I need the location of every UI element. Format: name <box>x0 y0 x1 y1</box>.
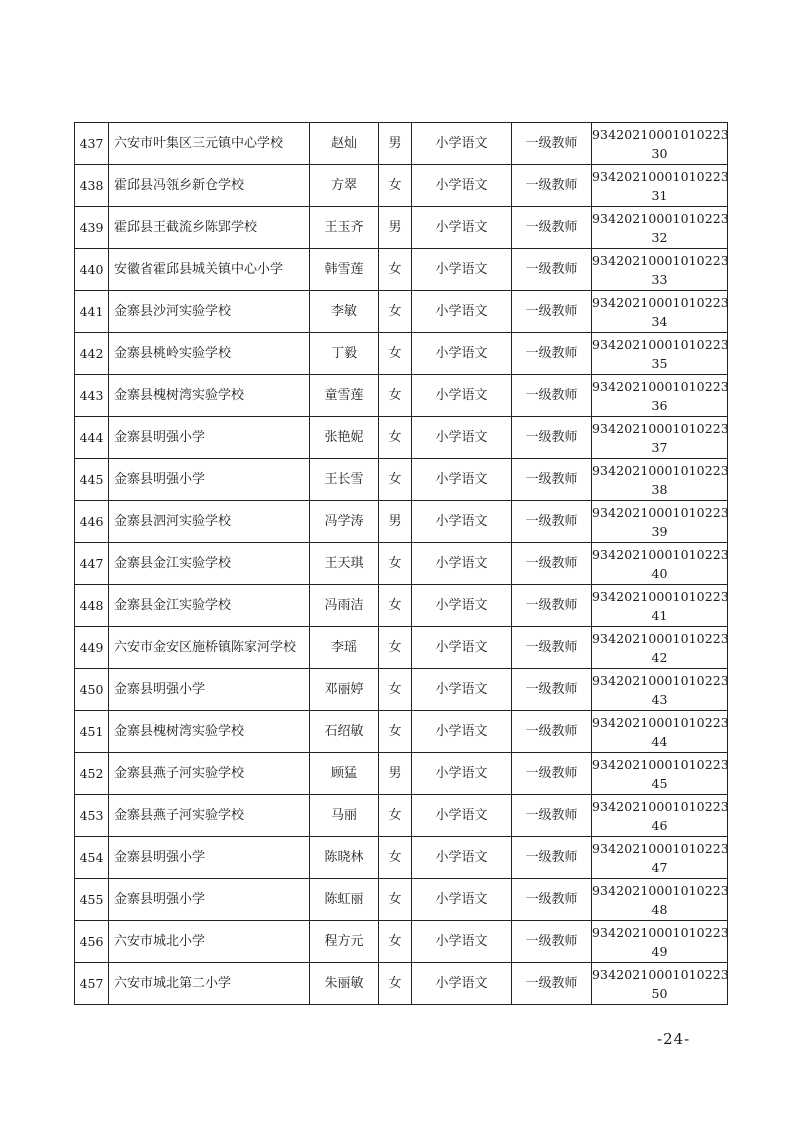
certificate-number-line1: 93420210001010223 <box>592 882 729 898</box>
certificate-number-line2: 34 <box>651 313 668 329</box>
teacher-name: 童雪莲 <box>310 375 379 417</box>
certificate-number <box>592 585 728 627</box>
subject: 小学语文 <box>412 123 512 165</box>
teacher-name: 石绍敏 <box>310 711 379 753</box>
school-name: 金寨县明强小学 <box>109 669 310 711</box>
table-row <box>75 543 728 585</box>
table-row <box>75 459 728 501</box>
gender: 男 <box>379 753 412 795</box>
row-number: 445 <box>75 459 109 501</box>
school-name: 安徽省霍邱县城关镇中心小学 <box>109 249 310 291</box>
job-title: 一级教师 <box>512 879 592 921</box>
job-title: 一级教师 <box>512 375 592 417</box>
teacher-name: 李瑶 <box>310 627 379 669</box>
school-name: 金寨县燕子河实验学校 <box>109 795 310 837</box>
table-row <box>75 291 728 333</box>
school-name: 金寨县桃岭实验学校 <box>109 333 310 375</box>
gender: 女 <box>379 921 412 963</box>
subject: 小学语文 <box>412 795 512 837</box>
gender: 女 <box>379 963 412 1005</box>
row-number: 456 <box>75 921 109 963</box>
certificate-number-line1: 93420210001010223 <box>592 924 729 940</box>
gender: 男 <box>379 207 412 249</box>
teacher-name: 张艳妮 <box>310 417 379 459</box>
teacher-name: 顾猛 <box>310 753 379 795</box>
job-title: 一级教师 <box>512 921 592 963</box>
row-number: 455 <box>75 879 109 921</box>
gender: 女 <box>379 669 412 711</box>
table-row <box>75 837 728 879</box>
teacher-name: 赵灿 <box>310 123 379 165</box>
table-row <box>75 921 728 963</box>
certificate-number <box>592 711 728 753</box>
subject: 小学语文 <box>412 291 512 333</box>
certificate-number-line1: 93420210001010223 <box>592 504 729 520</box>
job-title: 一级教师 <box>512 123 592 165</box>
certificate-number-line1: 93420210001010223 <box>592 756 729 772</box>
school-name: 金寨县沙河实验学校 <box>109 291 310 333</box>
certificate-number-line1: 93420210001010223 <box>592 336 729 352</box>
certificate-number-line1: 93420210001010223 <box>592 210 729 226</box>
teacher-name: 韩雪莲 <box>310 249 379 291</box>
certificate-number <box>592 963 728 1005</box>
row-number: 438 <box>75 165 109 207</box>
certificate-number-line2: 38 <box>651 481 668 497</box>
gender: 女 <box>379 375 412 417</box>
gender: 女 <box>379 795 412 837</box>
school-name: 六安市叶集区三元镇中心学校 <box>109 123 310 165</box>
row-number: 441 <box>75 291 109 333</box>
teacher-name: 丁毅 <box>310 333 379 375</box>
row-number: 439 <box>75 207 109 249</box>
gender: 女 <box>379 879 412 921</box>
school-name: 金寨县明强小学 <box>109 837 310 879</box>
teacher-name: 马丽 <box>310 795 379 837</box>
school-name: 金寨县明强小学 <box>109 879 310 921</box>
certificate-number-line2: 49 <box>651 943 668 959</box>
school-name: 霍邱县王截流乡陈郢学校 <box>109 207 310 249</box>
gender: 女 <box>379 249 412 291</box>
certificate-number <box>592 627 728 669</box>
certificate-number <box>592 417 728 459</box>
table-row <box>75 627 728 669</box>
certificate-number <box>592 669 728 711</box>
certificate-number-line1: 93420210001010223 <box>592 126 729 142</box>
teacher-name: 冯雨洁 <box>310 585 379 627</box>
gender: 男 <box>379 501 412 543</box>
certificate-number <box>592 123 728 165</box>
gender: 男 <box>379 123 412 165</box>
subject: 小学语文 <box>412 333 512 375</box>
table-row <box>75 333 728 375</box>
subject: 小学语文 <box>412 879 512 921</box>
subject: 小学语文 <box>412 585 512 627</box>
gender: 女 <box>379 627 412 669</box>
certificate-number-line2: 33 <box>651 271 668 287</box>
subject: 小学语文 <box>412 501 512 543</box>
teacher-name: 王玉齐 <box>310 207 379 249</box>
subject: 小学语文 <box>412 417 512 459</box>
job-title: 一级教师 <box>512 585 592 627</box>
certificate-number-line2: 45 <box>651 775 668 791</box>
subject: 小学语文 <box>412 459 512 501</box>
job-title: 一级教师 <box>512 417 592 459</box>
teacher-name: 陈晓林 <box>310 837 379 879</box>
job-title: 一级教师 <box>512 249 592 291</box>
certificate-number-line2: 46 <box>651 817 668 833</box>
table-row <box>75 417 728 459</box>
certificate-number-line1: 93420210001010223 <box>592 168 729 184</box>
gender: 女 <box>379 417 412 459</box>
certificate-number-line2: 48 <box>651 901 668 917</box>
row-number: 454 <box>75 837 109 879</box>
school-name: 金寨县金江实验学校 <box>109 543 310 585</box>
certificate-number-line2: 30 <box>651 145 668 161</box>
row-number: 444 <box>75 417 109 459</box>
gender: 女 <box>379 459 412 501</box>
certificate-number-line2: 36 <box>651 397 668 413</box>
subject: 小学语文 <box>412 711 512 753</box>
certificate-number-line1: 93420210001010223 <box>592 588 729 604</box>
job-title: 一级教师 <box>512 543 592 585</box>
row-number: 451 <box>75 711 109 753</box>
school-name: 金寨县槐树湾实验学校 <box>109 711 310 753</box>
row-number: 450 <box>75 669 109 711</box>
certificate-number-line2: 43 <box>651 691 668 707</box>
teacher-roster-table <box>74 122 728 1005</box>
certificate-number-line1: 93420210001010223 <box>592 294 729 310</box>
certificate-number-line2: 39 <box>651 523 668 539</box>
job-title: 一级教师 <box>512 711 592 753</box>
certificate-number-line2: 40 <box>651 565 668 581</box>
subject: 小学语文 <box>412 837 512 879</box>
row-number: 447 <box>75 543 109 585</box>
certificate-number-line1: 93420210001010223 <box>592 966 729 982</box>
school-name: 金寨县明强小学 <box>109 459 310 501</box>
table-row <box>75 375 728 417</box>
teacher-name: 方翠 <box>310 165 379 207</box>
row-number: 440 <box>75 249 109 291</box>
certificate-number <box>592 795 728 837</box>
row-number: 449 <box>75 627 109 669</box>
roster-body <box>75 123 728 1005</box>
certificate-number-line2: 47 <box>651 859 668 875</box>
row-number: 443 <box>75 375 109 417</box>
certificate-number <box>592 165 728 207</box>
job-title: 一级教师 <box>512 963 592 1005</box>
school-name: 六安市城北第二小学 <box>109 963 310 1005</box>
certificate-number <box>592 543 728 585</box>
certificate-number-line1: 93420210001010223 <box>592 378 729 394</box>
certificate-number-line2: 41 <box>651 607 668 623</box>
subject: 小学语文 <box>412 921 512 963</box>
row-number: 442 <box>75 333 109 375</box>
teacher-name: 李敏 <box>310 291 379 333</box>
teacher-name: 王长雪 <box>310 459 379 501</box>
row-number: 457 <box>75 963 109 1005</box>
table-row <box>75 207 728 249</box>
certificate-number-line1: 93420210001010223 <box>592 252 729 268</box>
certificate-number-line1: 93420210001010223 <box>592 672 729 688</box>
row-number: 437 <box>75 123 109 165</box>
gender: 女 <box>379 711 412 753</box>
job-title: 一级教师 <box>512 333 592 375</box>
certificate-number <box>592 753 728 795</box>
subject: 小学语文 <box>412 669 512 711</box>
certificate-number-line1: 93420210001010223 <box>592 420 729 436</box>
row-number: 448 <box>75 585 109 627</box>
certificate-number <box>592 375 728 417</box>
certificate-number-line1: 93420210001010223 <box>592 462 729 478</box>
job-title: 一级教师 <box>512 459 592 501</box>
teacher-name: 陈虹丽 <box>310 879 379 921</box>
teacher-name: 冯学涛 <box>310 501 379 543</box>
subject: 小学语文 <box>412 963 512 1005</box>
certificate-number <box>592 837 728 879</box>
certificate-number-line2: 50 <box>651 985 668 1001</box>
table-row <box>75 795 728 837</box>
subject: 小学语文 <box>412 165 512 207</box>
teacher-name: 程方元 <box>310 921 379 963</box>
job-title: 一级教师 <box>512 669 592 711</box>
table-row <box>75 753 728 795</box>
job-title: 一级教师 <box>512 795 592 837</box>
subject: 小学语文 <box>412 627 512 669</box>
certificate-number <box>592 207 728 249</box>
school-name: 金寨县金江实验学校 <box>109 585 310 627</box>
certificate-number-line1: 93420210001010223 <box>592 630 729 646</box>
job-title: 一级教师 <box>512 627 592 669</box>
certificate-number-line2: 44 <box>651 733 668 749</box>
table-row <box>75 585 728 627</box>
job-title: 一级教师 <box>512 207 592 249</box>
job-title: 一级教师 <box>512 753 592 795</box>
certificate-number-line1: 93420210001010223 <box>592 714 729 730</box>
certificate-number-line2: 37 <box>651 439 668 455</box>
job-title: 一级教师 <box>512 165 592 207</box>
school-name: 金寨县燕子河实验学校 <box>109 753 310 795</box>
row-number: 446 <box>75 501 109 543</box>
certificate-number <box>592 501 728 543</box>
certificate-number-line2: 35 <box>651 355 668 371</box>
school-name: 金寨县槐树湾实验学校 <box>109 375 310 417</box>
certificate-number <box>592 879 728 921</box>
row-number: 453 <box>75 795 109 837</box>
certificate-number <box>592 291 728 333</box>
gender: 女 <box>379 165 412 207</box>
certificate-number <box>592 249 728 291</box>
table-row <box>75 711 728 753</box>
subject: 小学语文 <box>412 543 512 585</box>
certificate-number-line1: 93420210001010223 <box>592 798 729 814</box>
gender: 女 <box>379 333 412 375</box>
table-row <box>75 963 728 1005</box>
school-name: 金寨县泗河实验学校 <box>109 501 310 543</box>
job-title: 一级教师 <box>512 291 592 333</box>
certificate-number-line1: 93420210001010223 <box>592 840 729 856</box>
subject: 小学语文 <box>412 207 512 249</box>
gender: 女 <box>379 837 412 879</box>
table-row <box>75 249 728 291</box>
subject: 小学语文 <box>412 249 512 291</box>
teacher-name: 王天琪 <box>310 543 379 585</box>
gender: 女 <box>379 291 412 333</box>
certificate-number <box>592 333 728 375</box>
subject: 小学语文 <box>412 753 512 795</box>
row-number: 452 <box>75 753 109 795</box>
certificate-number <box>592 921 728 963</box>
teacher-name: 朱丽敏 <box>310 963 379 1005</box>
subject: 小学语文 <box>412 375 512 417</box>
certificate-number-line1: 93420210001010223 <box>592 546 729 562</box>
certificate-number-line2: 31 <box>651 187 668 203</box>
table-row <box>75 123 728 165</box>
job-title: 一级教师 <box>512 501 592 543</box>
school-name: 金寨县明强小学 <box>109 417 310 459</box>
teacher-name: 邓丽婷 <box>310 669 379 711</box>
table-row <box>75 165 728 207</box>
gender: 女 <box>379 585 412 627</box>
gender: 女 <box>379 543 412 585</box>
certificate-number-line2: 42 <box>651 649 668 665</box>
table-row <box>75 879 728 921</box>
table-row <box>75 669 728 711</box>
school-name: 霍邱县冯瓴乡新仓学校 <box>109 165 310 207</box>
school-name: 六安市金安区施桥镇陈家河学校 <box>109 627 310 669</box>
table-row <box>75 501 728 543</box>
certificate-number <box>592 459 728 501</box>
school-name: 六安市城北小学 <box>109 921 310 963</box>
job-title: 一级教师 <box>512 837 592 879</box>
page-number: -24- <box>657 1030 691 1048</box>
certificate-number-line2: 32 <box>651 229 668 245</box>
